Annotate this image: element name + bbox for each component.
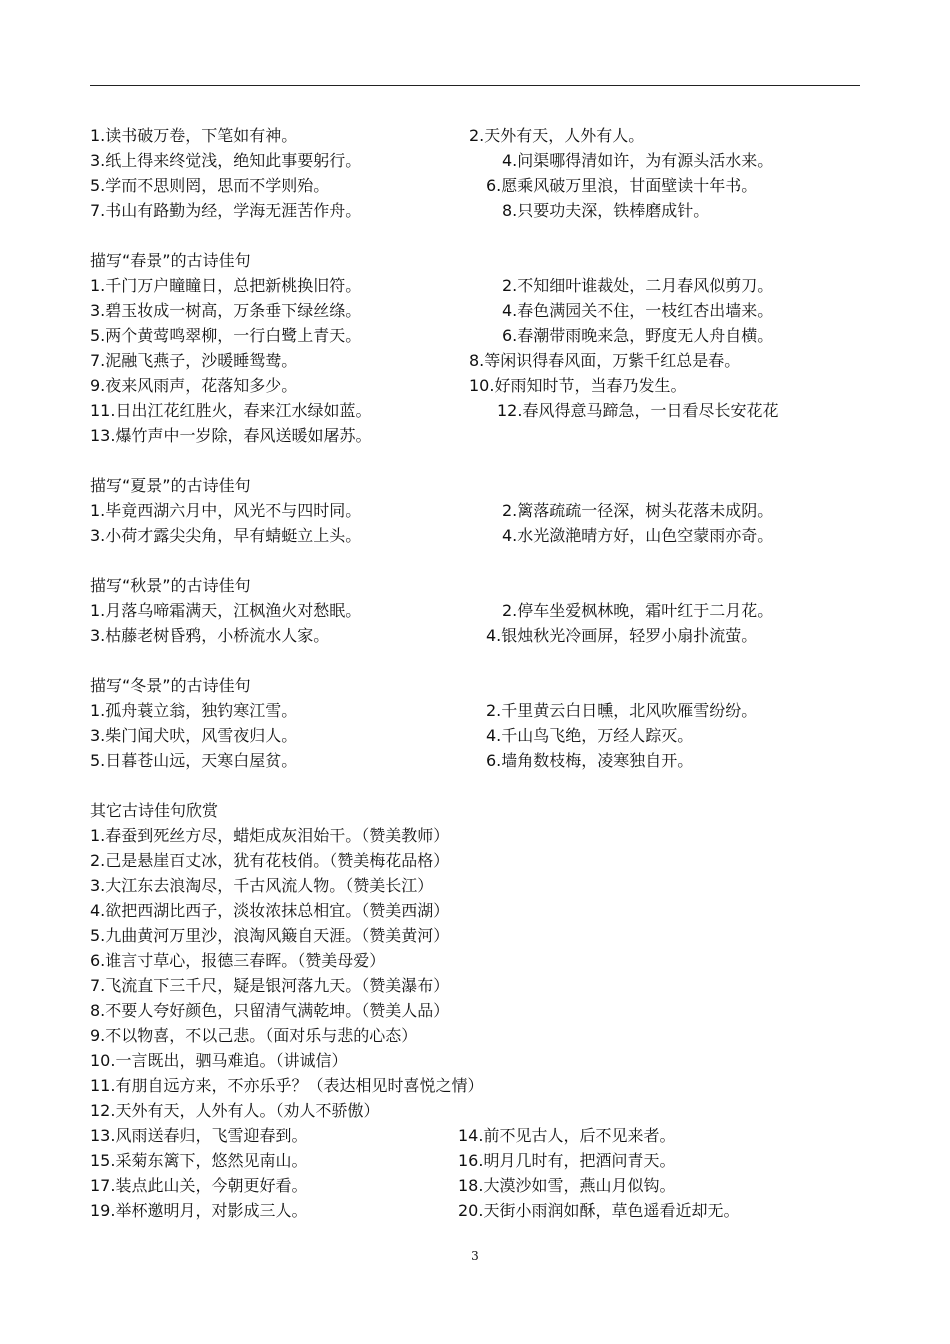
other-left-17: 17.装点此山关，今朝更好看。 (90, 1176, 308, 1195)
spring-left-7: 7.泥融飞燕子，沙暖睡鸳鸯。 (90, 351, 298, 370)
other-left-13: 13.风雨送春归，飞雪迎春到。 (90, 1126, 308, 1145)
other-right-18: 18.大漠沙如雪，燕山月似钩。 (458, 1176, 676, 1195)
summer-heading: 描写“夏景”的古诗佳句 (90, 476, 251, 495)
other-line-12: 12.天外有天，人外有人。（劝人不骄傲） (90, 1101, 380, 1120)
spring-right-8: 8.等闲识得春风面，万紫千红总是春。 (469, 351, 741, 370)
other-right-14: 14.前不见古人，后不见来者。 (458, 1126, 676, 1145)
intro-left-3: 3.纸上得来终觉浅，绝知此事要躬行。 (90, 151, 362, 170)
intro-right-4: 4.问渠哪得清如许，为有源头活水来。 (502, 151, 774, 170)
winter-left-5: 5.日暮苍山远，天寒白屋贫。 (90, 751, 298, 770)
spring-left-11: 11.日出江花红胜火，春来江水绿如蓝。 (90, 401, 372, 420)
spring-right-4: 4.春色满园关不住，一枝红杏出墙来。 (502, 301, 774, 320)
page-number: 3 (471, 1249, 479, 1263)
spring-right-6: 6.春潮带雨晚来急，野度无人舟自横。 (502, 326, 774, 345)
winter-right-6: 6.墙角数枝梅，凌寒独自开。 (486, 751, 694, 770)
winter-right-2: 2.千里黄云白日曛，北风吹雁雪纷纷。 (486, 701, 758, 720)
spring-right-2: 2.不知细叶谁裁处，二月春风似剪刀。 (502, 276, 774, 295)
other-left-15: 15.采菊东篱下，悠然见南山。 (90, 1151, 308, 1170)
spring-left-5: 5.两个黄莺鸣翠柳，一行白鹭上青天。 (90, 326, 362, 345)
other-line-6: 6.谁言寸草心，报德三春晖。（赞美母爱） (90, 951, 386, 970)
intro-left-1: 1.读书破万卷，下笔如有神。 (90, 126, 298, 145)
spring-right-12: 12.春风得意马蹄急，一日看尽长安花花 (497, 401, 779, 420)
other-line-1: 1.春蚕到死丝方尽，蜡炬成灰泪始干。（赞美教师） (90, 826, 450, 845)
winter-left-3: 3.柴门闻犬吠，风雪夜归人。 (90, 726, 298, 745)
winter-left-1: 1.孤舟蓑立翁，独钓寒江雪。 (90, 701, 298, 720)
spring-left-13: 13.爆竹声中一岁除，春风送暖如屠苏。 (90, 426, 372, 445)
autumn-right-4: 4.银烛秋光冷画屏，轻罗小扇扑流萤。 (486, 626, 758, 645)
summer-right-2: 2.篱落疏疏一径深，树头花落未成阴。 (502, 501, 774, 520)
other-line-11: 11.有朋自远方来，不亦乐乎？（表达相见时喜悦之情） (90, 1076, 484, 1095)
autumn-left-1: 1.月落乌啼霜满天，江枫渔火对愁眠。 (90, 601, 362, 620)
autumn-heading: 描写“秋景”的古诗佳句 (90, 576, 251, 595)
other-line-5: 5.九曲黄河万里沙，浪淘风簸自天涯。（赞美黄河） (90, 926, 450, 945)
intro-right-8: 8.只要功夫深，铁棒磨成针。 (502, 201, 710, 220)
spring-right-10: 10.好雨知时节，当春乃发生。 (469, 376, 687, 395)
other-line-2: 2.己是悬崖百丈冰，犹有花枝俏。（赞美梅花品格） (90, 851, 450, 870)
intro-right-2: 2.天外有天，人外有人。 (469, 126, 645, 145)
other-heading: 其它古诗佳句欣赏 (90, 801, 219, 820)
other-line-8: 8.不要人夸好颜色，只留清气满乾坤。（赞美人品） (90, 1001, 450, 1020)
winter-heading: 描写“冬景”的古诗佳句 (90, 676, 251, 695)
winter-right-4: 4.千山鸟飞绝，万经人踪灭。 (486, 726, 694, 745)
other-line-3: 3.大江东去浪淘尽，千古风流人物。（赞美长江） (90, 876, 434, 895)
header-rule (90, 85, 860, 86)
other-line-7: 7.飞流直下三千尺，疑是银河落九天。（赞美瀑布） (90, 976, 450, 995)
spring-left-3: 3.碧玉妆成一树高，万条垂下绿丝绦。 (90, 301, 362, 320)
autumn-right-2: 2.停车坐爱枫林晚，霜叶红于二月花。 (502, 601, 774, 620)
other-line-10: 10.一言既出，驷马难追。（讲诚信） (90, 1051, 348, 1070)
intro-left-7: 7.书山有路勤为经，学海无涯苦作舟。 (90, 201, 362, 220)
intro-right-6: 6.愿乘风破万里浪，甘面壁读十年书。 (486, 176, 758, 195)
spring-left-9: 9.夜来风雨声，花落知多少。 (90, 376, 298, 395)
summer-left-3: 3.小荷才露尖尖角，早有蜻蜓立上头。 (90, 526, 362, 545)
other-right-20: 20.天街小雨润如酥，草色遥看近却无。 (458, 1201, 740, 1220)
spring-heading: 描写“春景”的古诗佳句 (90, 251, 251, 270)
summer-right-4: 4.水光潋滟晴方好，山色空蒙雨亦奇。 (502, 526, 774, 545)
other-line-4: 4.欲把西湖比西子，淡妆浓抹总相宜。（赞美西湖） (90, 901, 450, 920)
spring-left-1: 1.千门万户瞳瞳日，总把新桃换旧符。 (90, 276, 362, 295)
other-right-16: 16.明月几时有，把酒问青天。 (458, 1151, 676, 1170)
summer-left-1: 1.毕竟西湖六月中，风光不与四时同。 (90, 501, 362, 520)
other-left-19: 19.举杯邀明月，对影成三人。 (90, 1201, 308, 1220)
intro-left-5: 5.学而不思则罔，思而不学则殆。 (90, 176, 330, 195)
other-line-9: 9.不以物喜，不以己悲。（面对乐与悲的心态） (90, 1026, 418, 1045)
autumn-left-3: 3.枯藤老树昏鸦，小桥流水人家。 (90, 626, 330, 645)
